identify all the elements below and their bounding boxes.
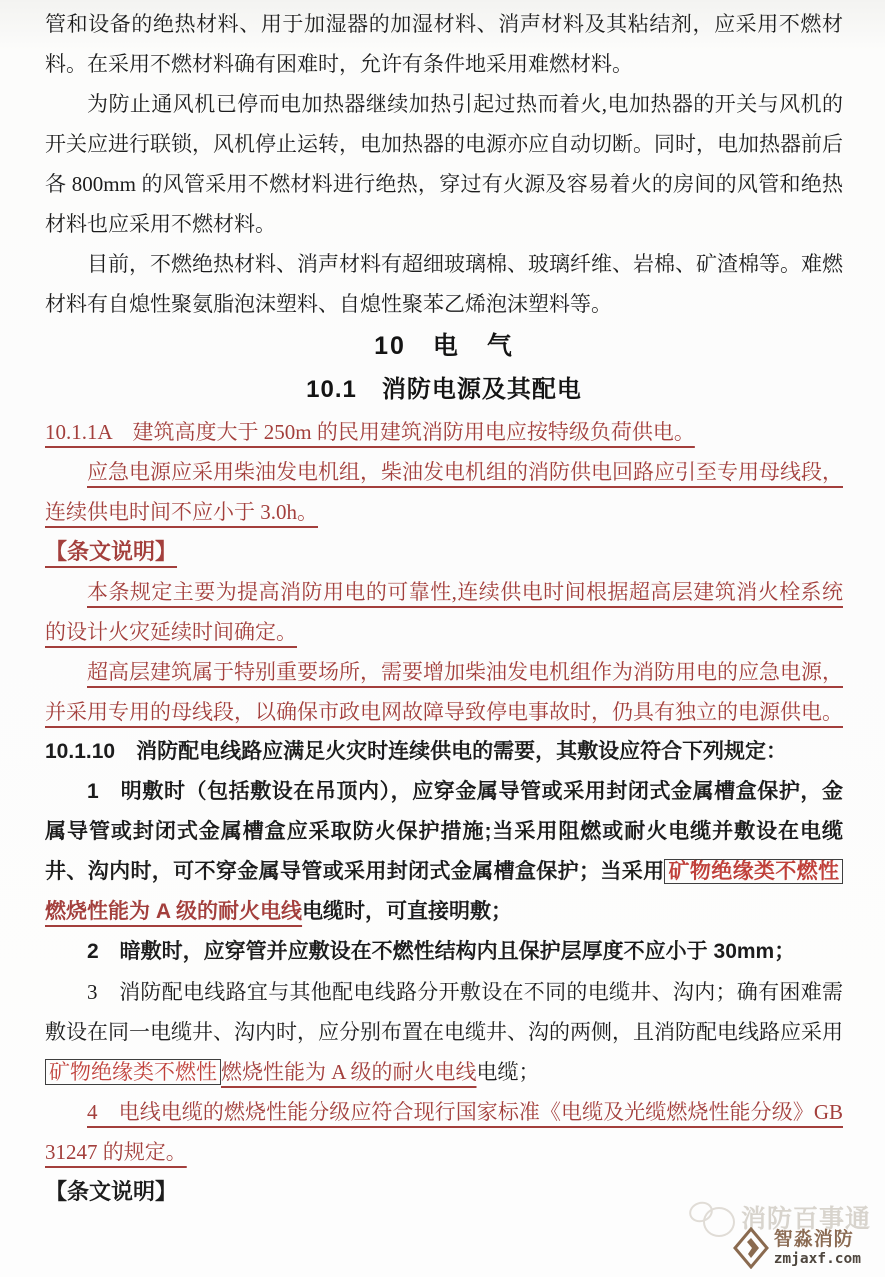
text-segment: 【条文说明】	[45, 539, 178, 564]
zhimiao-brand-url: zmjaxf.com	[773, 1250, 861, 1267]
paragraph	[45, 532, 843, 572]
zhimiao-diamond-logo-icon	[733, 1227, 769, 1269]
paragraph	[45, 572, 843, 652]
paragraph	[45, 932, 843, 972]
zhimiao-brand-name: 智淼消防	[773, 1228, 854, 1250]
text-segment: 本条规定主要为提高消防用电的可靠性,连续供电时间根据超高层建筑消火栓系统的设计火灾延续时间确定。	[45, 580, 843, 644]
paragraph	[45, 772, 843, 932]
heading-section: 10.1 消防电源及其配电	[306, 376, 582, 403]
text-segment: 燃烧性能为 A 级的耐火电线	[221, 1060, 477, 1084]
text-segment: 超高层建筑属于特别重要场所，需要增加柴油发电机组作为消防用电的应急电源，并采用专用的母线段，以确保市政电网故障导致停电事故时，仍具有独立的电源供电。	[45, 660, 843, 724]
text-segment: 1 明敷时（包括敷设在吊顶内），应穿金属导管或采用封闭式金属槽盒保护，金属导管或封闭式金属槽盒应采取防火保护措施;当采用阻燃或耐火电缆并敷设在电缆井、沟内时，可不穿金属导管或采用封闭式金属槽盒保护；当采用	[45, 780, 843, 883]
text-segment: 【条文说明】	[45, 1179, 178, 1204]
baishitong-watermark-text: 消防百事通	[740, 1205, 871, 1233]
text-segment: 电缆；	[476, 1060, 540, 1084]
text-segment: 矿物绝缘类不燃性	[45, 1059, 221, 1085]
text-segment: 矿物绝缘类不燃性	[664, 859, 843, 884]
paragraph	[45, 1092, 843, 1172]
text-segment: 10.1.1A 建筑高度大于 250m 的民用建筑消防用电应按特级负荷供电。	[45, 420, 695, 444]
paragraph	[45, 972, 843, 1092]
heading-chapter: 10 电 气	[374, 332, 514, 360]
paragraph	[45, 4, 843, 84]
paragraph	[45, 732, 843, 772]
baishitong-logo-icon	[689, 1200, 735, 1234]
text-segment: 为防止通风机已停而电加热器继续加热引起过热而着火,电加热器的开关与风机的开关应进行联锁，风机停止运转，电加热器的电源亦应自动切断。同时，电加热器前后各 800mm 的风管采用不燃材料进行绝热，穿过有火源及容易着火的房间的风管和绝热材料也应采用不燃材料。	[45, 92, 843, 236]
text-segment: 应急电源应采用柴油发电机组，柴油发电机组的消防供电回路应引至专用母线段，连续供电时间不应小于 3.0h。	[45, 460, 843, 524]
paragraph	[45, 412, 843, 452]
zhimiao-watermark	[733, 1227, 861, 1269]
text-segment: 3 消防配电线路宜与其他配电线路分开敷设在不同的电缆井、沟内；确有困难需敷设在同一电缆井、沟内时，应分别布置在电缆井、沟的两侧，且消防配电线路应采用	[45, 980, 843, 1044]
text-segment: 电缆时，可直接明敷；	[302, 900, 513, 923]
text-segment: 2 暗敷时，应穿管并应敷设在不燃性结构内且保护层厚度不应小于 30mm；	[87, 940, 796, 963]
paragraph	[45, 244, 843, 324]
text-segment: 燃烧性能为 A 级的耐火电线	[45, 900, 303, 923]
watermark	[643, 1199, 873, 1271]
paragraph	[45, 452, 843, 532]
text-segment: 目前，不燃绝热材料、消声材料有超细玻璃棉、玻璃纤维、岩棉、矿渣棉等。难燃材料有自熄性聚氨脂泡沫塑料、自熄性聚苯乙烯泡沫塑料等。	[45, 252, 843, 316]
paragraph	[45, 652, 843, 732]
text-segment: 4 电线电缆的燃烧性能分级应符合现行国家标准《电缆及光缆燃烧性能分级》GB 31247 的规定。	[45, 1100, 843, 1164]
text-segment: 管和设备的绝热材料、用于加湿器的加湿材料、消声材料及其粘结剂，应采用不燃材料。在采用不燃材料确有困难时，允许有条件地采用难燃材料。	[45, 12, 843, 76]
document-body	[45, 4, 843, 1212]
paragraph	[45, 84, 843, 244]
text-segment: 10.1.10 消防配电线路应满足火灾时连续供电的需要，其敷设应符合下列规定：	[45, 740, 788, 763]
